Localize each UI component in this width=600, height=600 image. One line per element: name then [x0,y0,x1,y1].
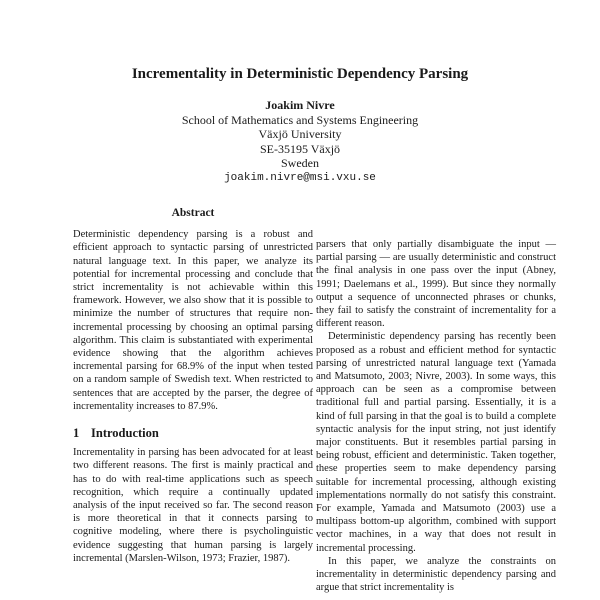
author-email[interactable]: joakim.nivre@msi.vxu.se [224,171,376,184]
body-paragraph: parsers that only partially disambiguate the input — partial parsing — are usually deterministic and construct the final analysis in one pass over the input (Abney, 1991; Daelemans et al., 1999). But since they normally output a sequence of unconnected phrases or chunks, they fail to satisfy the constraint of incrementality for a different reason. [316,239,556,330]
right-column [316,238,556,594]
left-column [73,207,313,565]
affiliation-line: School of Mathematics and Systems Engineering [181,112,419,127]
introduction-paragraph: Incrementality in parsing has been advocated for at least two different reasons. The first is mainly practical and has to do with real-time applications such as speech recognition, which require a continually updated analysis of the input received so far. The second reason is more theoretical in that it connects parsing to cognitive modeling, where there is psycholinguistic evidence suggesting that human parsing is largely incremental (Marslen-Wilson, 1973; Frazier, 1987). [73,447,313,564]
body-paragraph: Deterministic dependency parsing has recently been proposed as a robust and efficient method for syntactic parsing of unrestricted natural language text (Yamada and Matsumoto, 2003; Nivre, 2003). In some ways, this approach can be seen as a compromise between traditional full and partial parsing. Essentially, it is a kind of full parsing in that the goal is to build a complete syntactic analysis for the input string, not just identify major constituents. But it resembles partial parsing in being robust, efficient and deterministic. Taken together, these properties seem to make dependency parsing suitable for incremental processing, although existing implementations normally do not satisfy this constraint. For example, Yamada and Matsumoto (2003) use a multipass bottom-up algorithm, combined with support vector machines, in a way that does not result in incremental processing. [316,331,556,554]
affiliation-line: SE-35195 Växjö [259,141,341,156]
author-name: Joakim Nivre [265,98,335,112]
section-title: Introduction [91,426,159,441]
author-block [0,98,600,185]
body-paragraph: In this paper, we analyze the constraints on incrementality in deterministic dependency parsing and argue that strict incrementality is [316,555,556,594]
affiliation-line: Växjö University [258,127,342,141]
abstract-text: Deterministic dependency parsing is a robust and efficient approach to syntactic parsing of unrestricted natural language text. In this paper, we analyze its potential for incremental processing and conclude that strict incrementality is not achievable within this framework. However, we also show that it is possible to minimize the number of structures that require non-incremental processing by choosing an optimal parsing algorithm. This claim is substantiated with experimental evidence showing that the algorithm achieves incremental parsing for 68.9% of the input when tested on a random sample of Swedish text. When restricted to sentences that are accepted by the parser, the degree of incrementality increases to 87.9%. [73,229,313,412]
abstract-heading: Abstract [171,207,215,219]
section-number: 1 [73,426,80,441]
paper-title: Incrementality in Deterministic Dependency Parsing [131,66,469,82]
affiliation-line: Sweden [281,156,319,170]
section-heading-introduction [73,427,313,440]
